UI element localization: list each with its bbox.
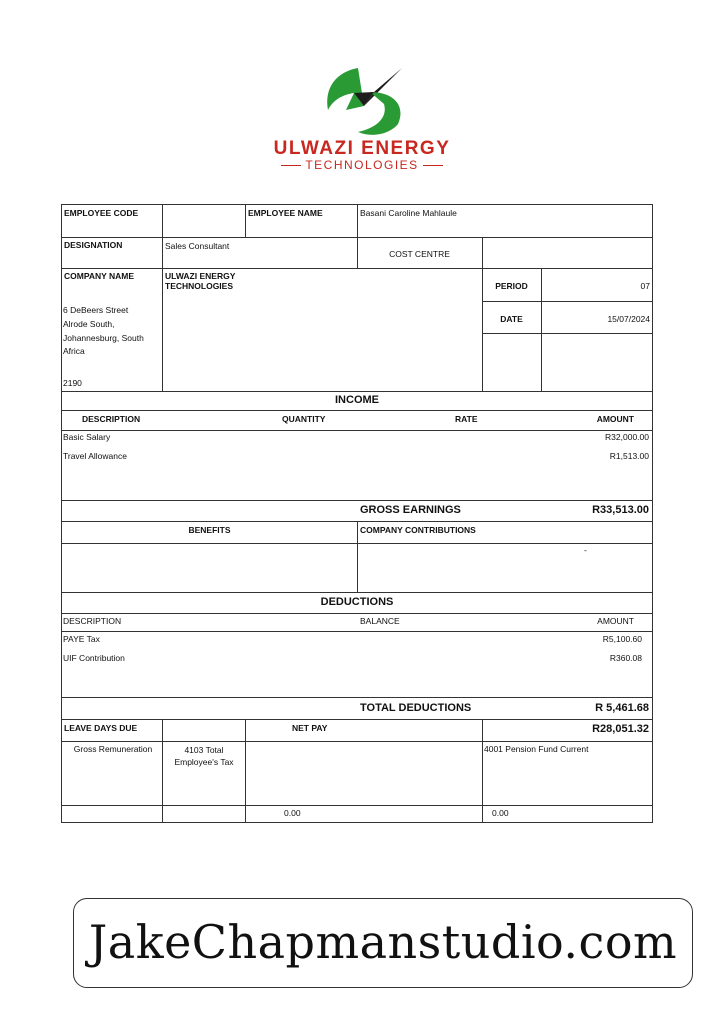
company-logo [262,62,462,174]
tax-total-value: 0.00 [284,808,301,818]
income-row-amount: R32,000.00 [605,432,649,442]
gross-earnings-value: R33,513.00 [592,504,649,516]
net-pay-label: NET PAY [292,723,328,733]
income-col-amount: AMOUNT [596,414,634,424]
company-name-value: ULWAZI ENERGY TECHNOLOGIES [165,271,236,292]
gross-earnings-label: GROSS EARNINGS [360,504,461,516]
deduction-row-description: UIF Contribution [63,653,125,663]
watermark-banner [73,898,693,988]
income-row-description: Travel Allowance [63,451,127,461]
employee-code-label: EMPLOYEE CODE [64,208,139,218]
employee-name-value: Basani Caroline Mahlaule [360,208,457,218]
address-line: Africa [63,346,85,357]
benefits-label: BENEFITS [188,525,231,535]
total-employee-tax-label: 4103 Total Employee's Tax [174,745,234,768]
income-col-rate: RATE [455,414,478,424]
company-name-label: COMPANY NAME [64,271,135,281]
net-pay-value: R28,051.32 [592,723,649,735]
company-contributions-label: COMPANY CONTRIBUTIONS [360,525,476,535]
pension-fund-label: 4001 Pension Fund Current [484,744,589,754]
logo-brand-subtitle: TECHNOLOGIES [262,158,462,172]
deductions-col-description: DESCRIPTION [63,616,122,626]
date-value: 15/07/2024 [607,314,650,324]
deductions-title: DEDUCTIONS [320,596,394,608]
designation-value: Sales Consultant [165,241,230,251]
logo-brand-name: ULWAZI ENERGY [273,138,451,159]
income-col-description: DESCRIPTION [82,414,141,424]
gross-remuneration-label: Gross Remuneration [73,744,153,754]
company-contributions-value: - [584,545,587,555]
deduction-row-amount: R5,100.60 [602,634,642,644]
watermark-text: JakeChapmanstudio.com [88,915,678,969]
deductions-col-amount: AMOUNT [597,616,634,626]
lightning-logo-icon [314,62,410,140]
company-address [63,304,161,359]
income-col-quantity: QUANTITY [282,414,326,424]
deduction-row-amount: R360.08 [609,653,642,663]
period-value: 07 [640,281,650,291]
deduction-row-description: PAYE Tax [63,634,100,644]
employee-name-label: EMPLOYEE NAME [248,208,323,218]
total-deductions-label: TOTAL DEDUCTIONS [360,702,472,714]
cost-centre-label: COST CENTRE [389,249,450,259]
address-line: Johannesburg, South [63,332,144,343]
address-line: 6 DeBeers Street [63,305,129,315]
pension-total-value: 0.00 [492,808,509,818]
income-row-description: Basic Salary [63,432,111,442]
total-deductions-value: R 5,461.68 [595,702,649,714]
designation-label: DESIGNATION [64,240,123,250]
deductions-col-balance: BALANCE [360,616,400,626]
income-row-amount: R1,513.00 [609,451,649,461]
period-label: PERIOD [495,281,528,291]
payslip-table [61,204,653,823]
postal-code: 2190 [63,378,82,388]
date-label: DATE [500,314,523,324]
address-line: Alrode South, [63,318,115,329]
leave-days-label: LEAVE DAYS DUE [64,723,138,733]
income-title: INCOME [335,394,379,406]
